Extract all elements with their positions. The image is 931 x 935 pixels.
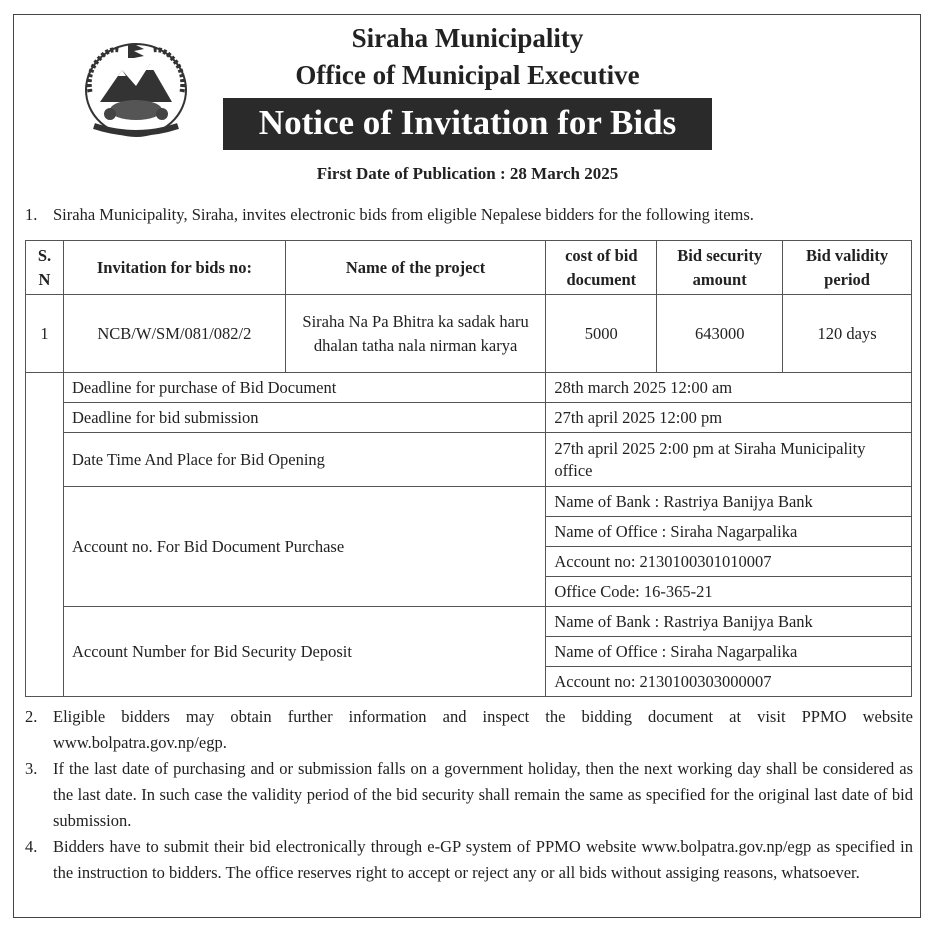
security-account-label: Account Number for Bid Security Deposit: [63, 607, 545, 697]
header-validity: Bid validity period: [783, 241, 912, 295]
header-bid-no: Invitation for bids no:: [63, 241, 285, 295]
header-sn: S. N: [26, 241, 64, 295]
submission-deadline-value: 27th april 2025 12:00 pm: [546, 403, 912, 433]
submission-deadline-label: Deadline for bid submission: [63, 403, 545, 433]
purchase-deadline-value: 28th march 2025 12:00 am: [546, 373, 912, 403]
opening-label: Date Time And Place for Bid Opening: [63, 433, 545, 487]
paragraph-number: 1.: [25, 205, 38, 224]
paragraph-4: [25, 834, 913, 886]
doc-account-number: Account no: 2130100301010007: [546, 547, 912, 577]
bid-items-table: [25, 240, 912, 373]
municipality-name: Siraha Municipality: [351, 23, 584, 53]
paragraph-number: 4.: [25, 837, 38, 856]
table-row: [26, 295, 912, 373]
cell-sn: 1: [26, 295, 64, 373]
cell-security: 643000: [657, 295, 783, 373]
bid-details-table: [25, 372, 912, 697]
cell-cost: 5000: [546, 295, 657, 373]
office-name: Office of Municipal Executive: [295, 60, 640, 90]
header-cost: cost of bid document: [546, 241, 657, 295]
security-bank-name: Name of Bank : Rastriya Banijya Bank: [546, 607, 912, 637]
header-project: Name of the project: [285, 241, 546, 295]
paragraph-text: Eligible bidders may obtain further information and inspect the bidding document at visit PPMO website www.bolpatra.gov.np/egp.: [53, 707, 913, 752]
paragraph-text: Siraha Municipality, Siraha, invites electronic bids from eligible Nepalese bidders for the following items.: [53, 205, 754, 224]
nepal-municipal-emblem-icon: [80, 40, 192, 140]
doc-account-label: Account no. For Bid Document Purchase: [63, 487, 545, 607]
paragraph-number: 3.: [25, 759, 38, 778]
header-security: Bid security amount: [657, 241, 783, 295]
cell-project: Siraha Na Pa Bhitra ka sadak haru dhalan tatha nala nirman karya: [285, 295, 546, 373]
doc-office-name: Name of Office : Siraha Nagarpalika: [546, 517, 912, 547]
paragraph-number: 2.: [25, 707, 38, 726]
security-account-number: Account no: 2130100303000007: [546, 667, 912, 697]
paragraph-3: [25, 756, 913, 834]
table-header-row: [26, 241, 912, 295]
paragraph-text: If the last date of purchasing and or submission falls on a government holiday, then the next working day shall be considered as the last date. In such case the validity period of the bid security shall remain the same as specified for the original last date of bid submission.: [53, 759, 913, 830]
notice-title-banner: Notice of Invitation for Bids: [223, 98, 712, 150]
cell-validity: 120 days: [783, 295, 912, 373]
doc-office-code: Office Code: 16-365-21: [546, 577, 912, 607]
cell-bid-no: NCB/W/SM/081/082/2: [63, 295, 285, 373]
security-office-name: Name of Office : Siraha Nagarpalika: [546, 637, 912, 667]
publication-date: First Date of Publication : 28 March 2025: [316, 164, 619, 183]
blank-sn-cell: [26, 373, 64, 697]
paragraph-2: [25, 704, 913, 756]
paragraph-text: Bidders have to submit their bid electronically through e-GP system of PPMO website www.bolpatra.gov.np/egp as specified in the instruction to bidders. The office reserves right to accept or reject any or all bids without assiging reasons, whatsoever.: [53, 837, 913, 882]
doc-bank-name: Name of Bank : Rastriya Banijya Bank: [546, 487, 912, 517]
opening-value: 27th april 2025 2:00 pm at Siraha Municipality office: [546, 433, 912, 487]
purchase-deadline-label: Deadline for purchase of Bid Document: [63, 373, 545, 403]
paragraph-1: [25, 202, 913, 228]
